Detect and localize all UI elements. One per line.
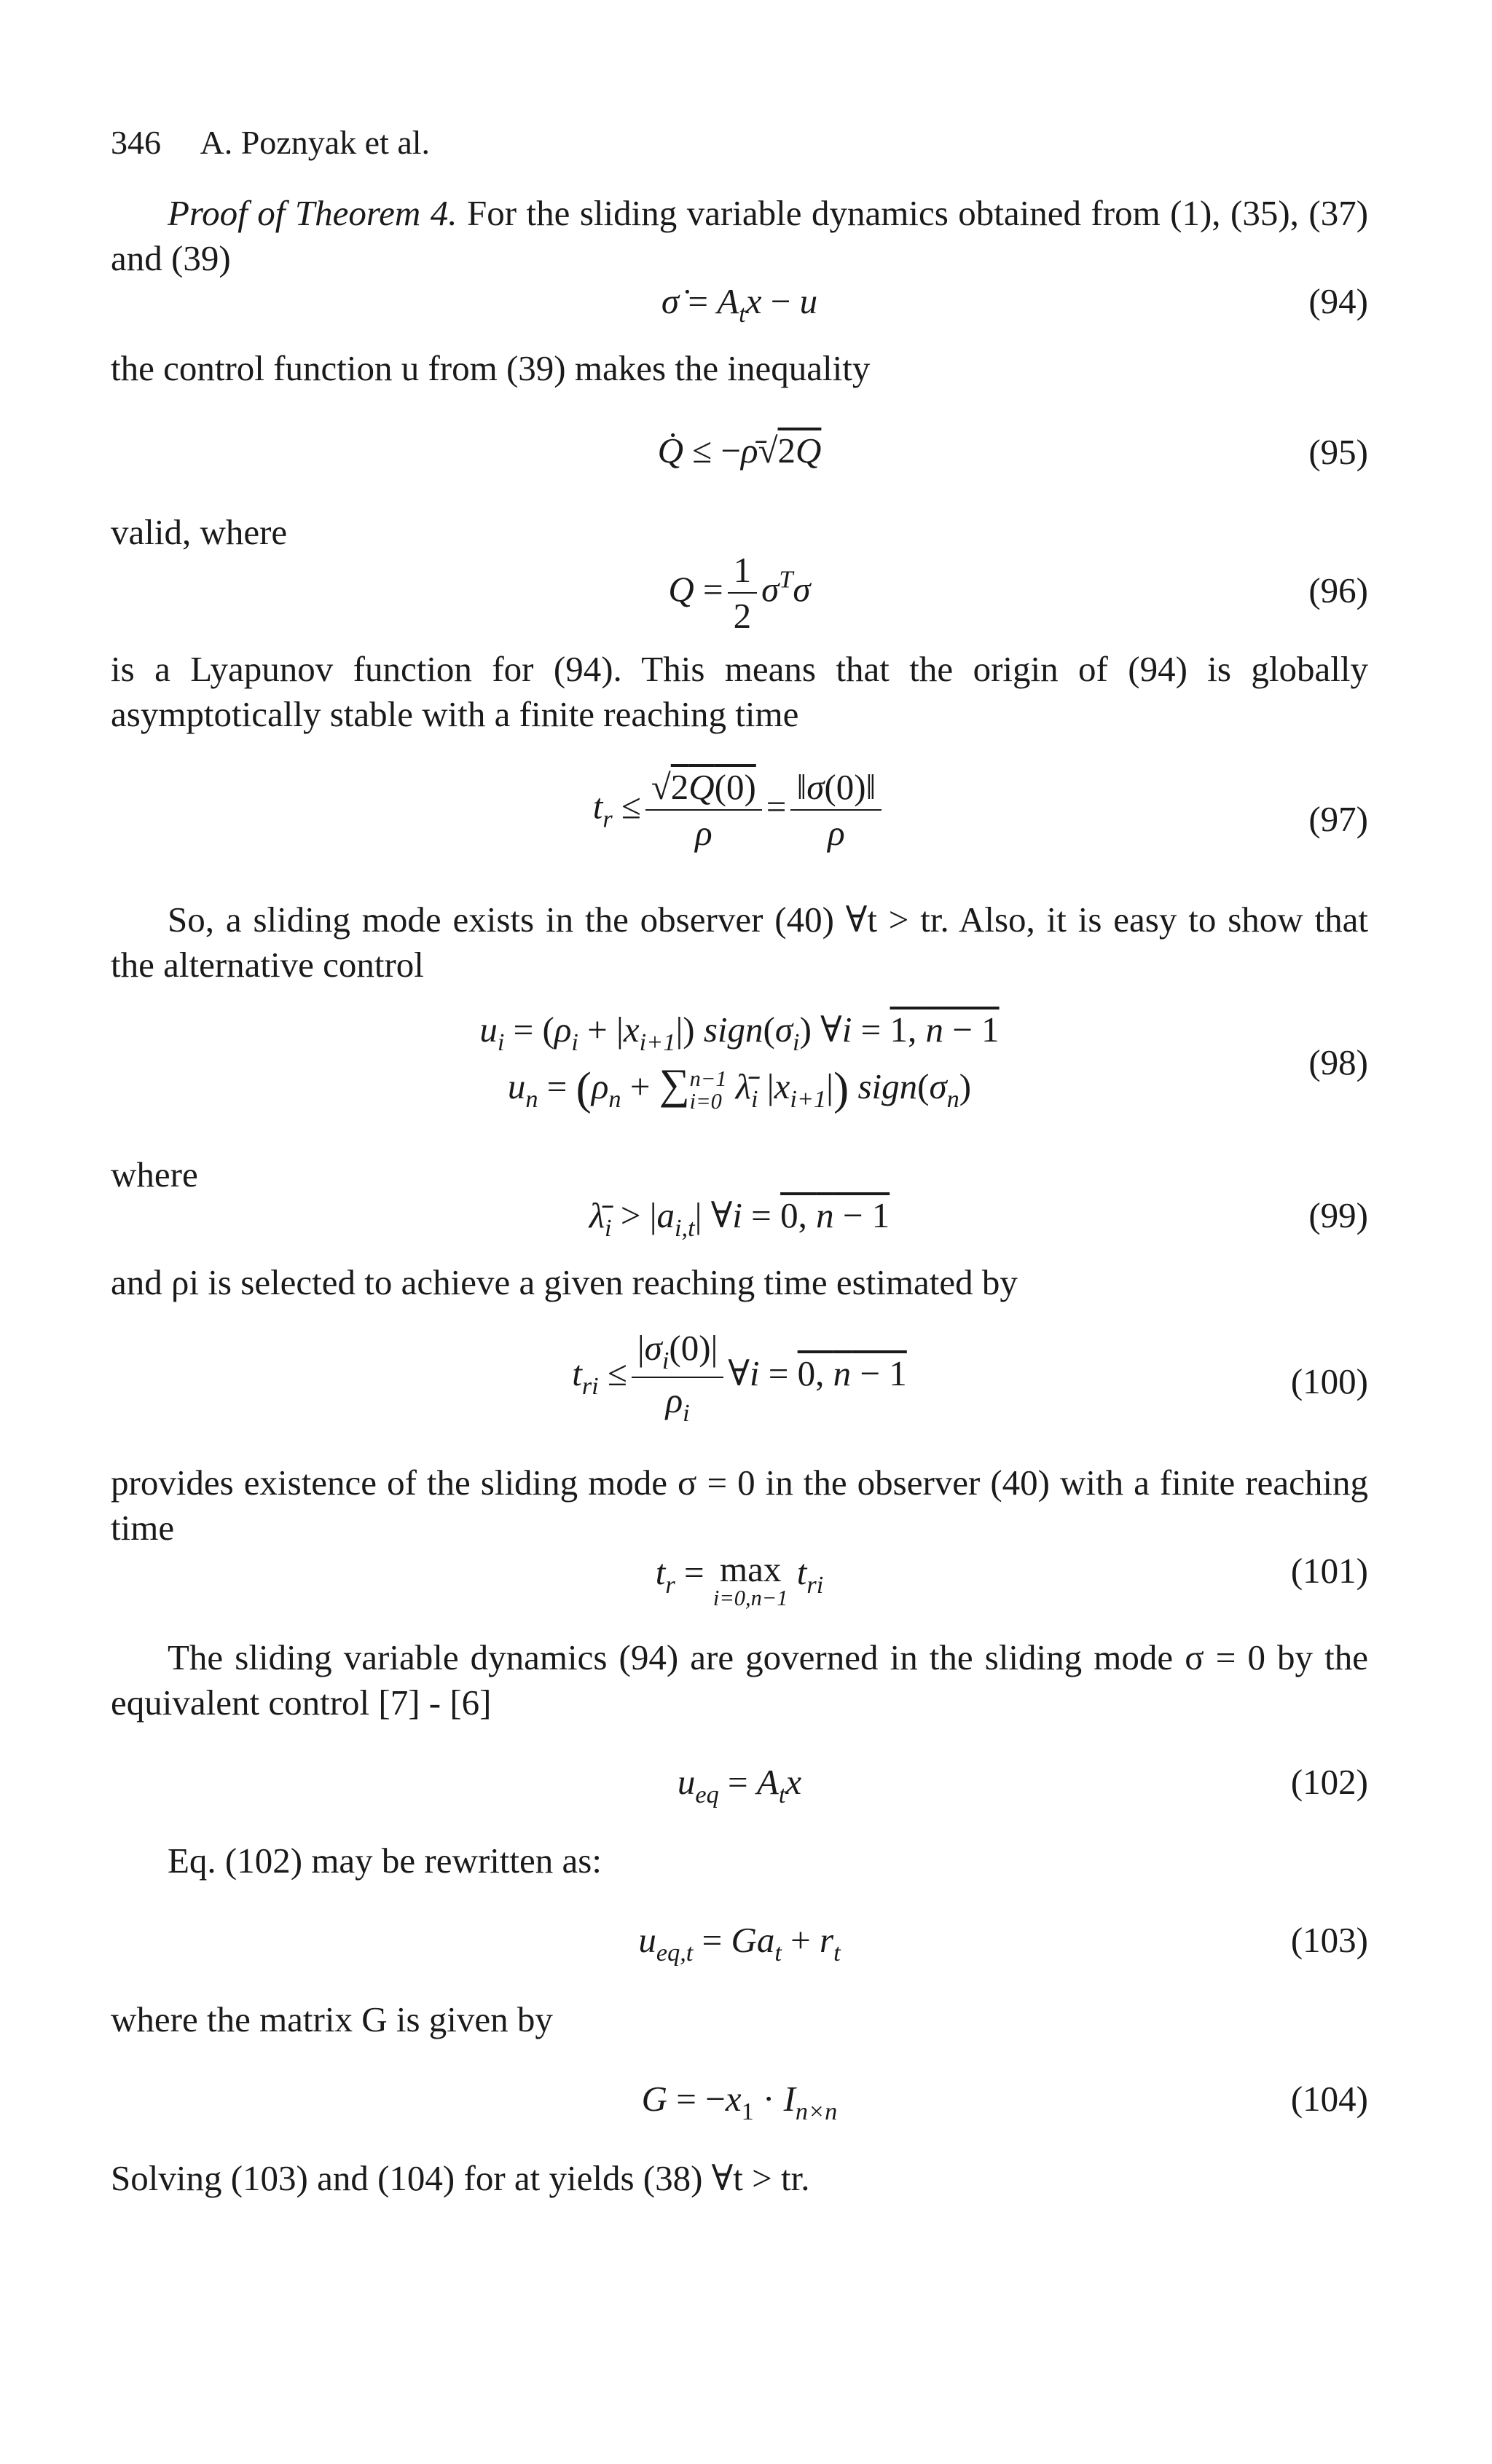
paragraph: provides existence of the sliding mode σ = 0 in the observer (40) with a finite reaching time [111, 1463, 1368, 1548]
page-number: 346 [111, 124, 161, 161]
paragraph: So, a sliding mode exists in the observer (40) ∀t > tr. Also, it is easy to show that the alternative control [111, 900, 1368, 985]
equation-97: $t_r$ ≤ $\frac{√2Q(0)}{\rho}$ = $\frac{‖\sigma(0)‖}{\rho}$ [111, 765, 1368, 856]
equation-number: (94) [1308, 281, 1368, 321]
equation-96: Q = $\frac{1}{2}$ $\sigma^T\sigma$ [111, 548, 1368, 639]
equation-number: (103) [1290, 1920, 1368, 1960]
equation-number: (101) [1290, 1551, 1368, 1591]
equation-98-line-1: $u_i = (\rho_i + |x_{i+1}|)$ $sign(\sigma_i)$ ∀i = 1, n − 1 [479, 1009, 1000, 1056]
equation-104: $G = -x_1 \cdot I_{n\times n}$ [641, 2079, 838, 2125]
paragraph: the control function u from (39) makes the inequality [111, 348, 871, 388]
paragraph: valid, where [111, 512, 288, 552]
equation-94: σ̇ = $A_tx - u$ [661, 281, 818, 328]
equation-number: (97) [1308, 799, 1368, 839]
equation-100: $t_{ri}$ ≤ $\frac{|\sigma_i(0)|}{\rho_i}$ ∀i = 0, n − 1 [111, 1326, 1368, 1429]
equation-101: $t_r = \max$ i=0,n−1 $t_{ri}$ [655, 1549, 824, 1610]
equation-102: $u_{eq} = A_tx$ [677, 1762, 802, 1808]
equation-number: (100) [1290, 1361, 1368, 1401]
paragraph: where the matrix G is given by [111, 1999, 553, 2039]
paragraph: Solving (103) and (104) for at yields (38) ∀t > tr. [111, 2158, 810, 2198]
author-line: A. Poznyak et al. [200, 124, 431, 161]
equation-number: (99) [1308, 1195, 1368, 1235]
paragraph-proof-intro [111, 191, 1368, 281]
paragraph: The sliding variable dynamics (94) are governed in the sliding mode σ = 0 by the equivalent control [7] - [6] [111, 1637, 1368, 1723]
paragraph: and ρi is selected to achieve a given reaching time estimated by [111, 1262, 1018, 1302]
equation-95: Q̇ ≤ −ρ̄√2Q [657, 430, 822, 471]
paragraph: where [111, 1154, 198, 1194]
running-header [111, 121, 430, 165]
equation-98-line-2: $u_n = (\rho_n$ + ∑ n−1 i=0 $\lambdā_i$ $|x_{i+1}|$) $sign(\sigma_n)$ [507, 1060, 972, 1114]
equation-number: (102) [1290, 1762, 1368, 1802]
paragraph: Eq. (102) may be rewritten as: [168, 1841, 602, 1881]
equation-number: (104) [1290, 2079, 1368, 2119]
equation-103: $u_{eq,t} = Ga_t + r_t$ [638, 1920, 841, 1967]
equation-number: (95) [1308, 432, 1368, 472]
equation-number: (96) [1308, 570, 1368, 610]
equation-number: (98) [1308, 1042, 1368, 1082]
paragraph-text: For the sliding variable dynamics obtained from (1), (35), (37) and (39) [111, 193, 1369, 278]
equation-99: $\lambdā_i > |a_{i,t}|$ ∀i = 0, n − 1 [589, 1195, 890, 1242]
paragraph: is a Lyapunov function for (94). This means that the origin of (94) is globally asymptotically stable with a finite reaching time [111, 649, 1368, 734]
proof-heading: Proof of Theorem 4. [168, 193, 458, 233]
